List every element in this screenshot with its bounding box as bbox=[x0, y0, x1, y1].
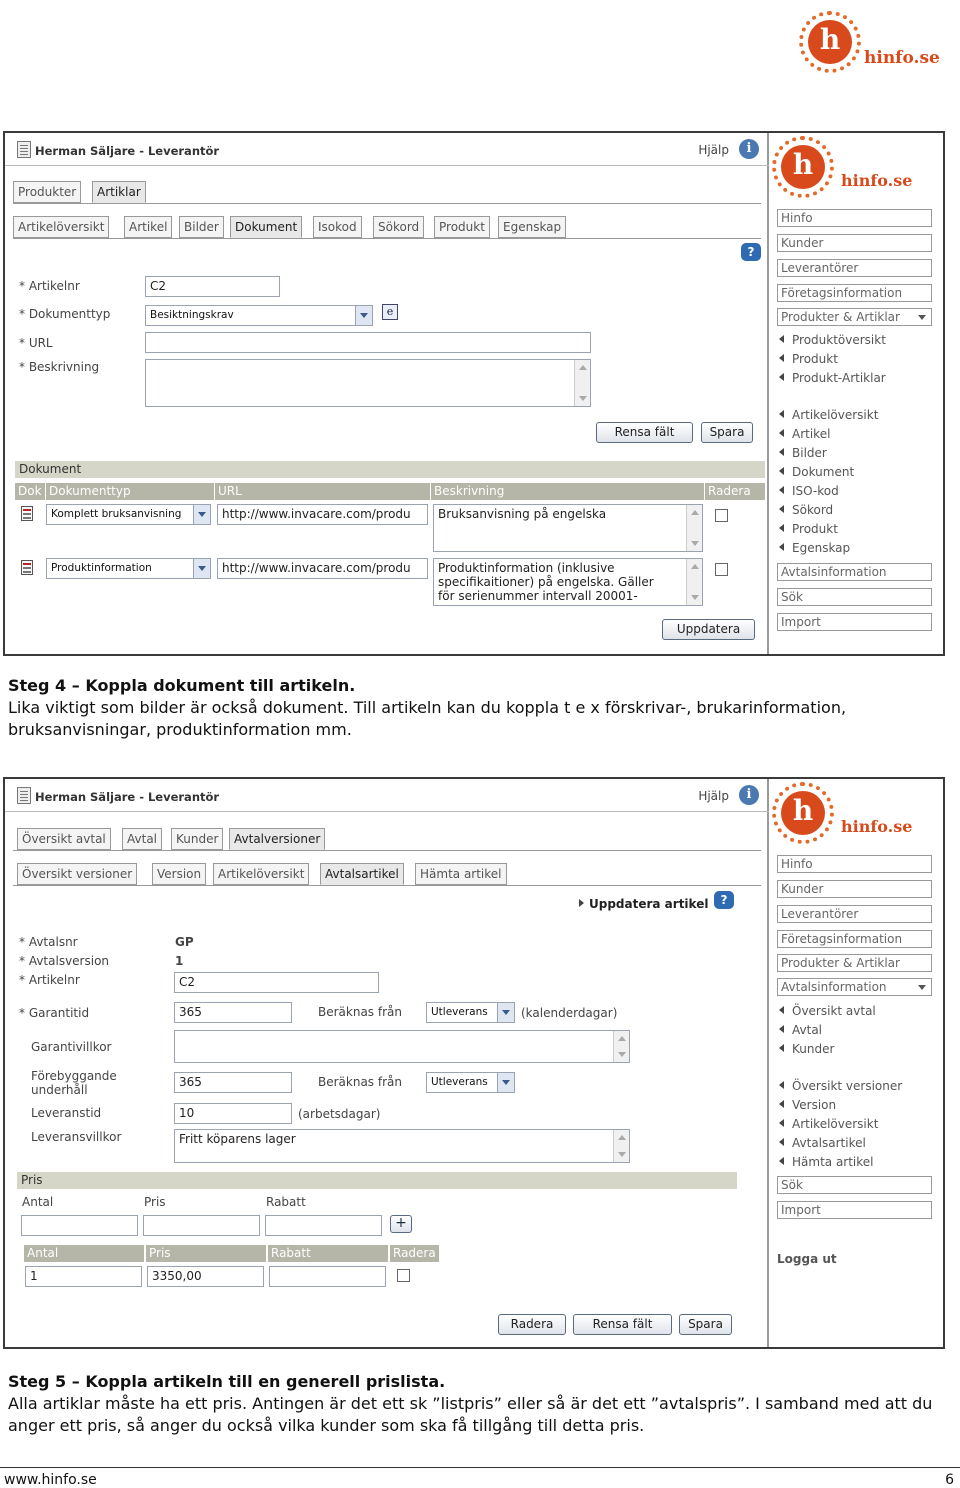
nav-sub-oversikt-avtal[interactable]: Översikt avtal bbox=[779, 1004, 876, 1018]
col-dokumenttyp: Dokumenttyp bbox=[46, 483, 214, 500]
row-url-input[interactable]: http://www.invacare.com/produ bbox=[217, 558, 428, 579]
app-header bbox=[5, 779, 769, 812]
tab-dokument[interactable]: Dokument bbox=[230, 216, 302, 238]
dokument-section-header: Dokument bbox=[15, 461, 765, 478]
tab-egenskap[interactable]: Egenskap bbox=[498, 216, 566, 238]
hinfo-logo: h hinfo.se bbox=[800, 14, 960, 74]
window-title: Herman Säljare - Leverantör bbox=[35, 144, 220, 158]
nav-avtalsinformation[interactable]: Avtalsinformation bbox=[777, 563, 932, 581]
forebyggande-input[interactable]: 365 bbox=[174, 1072, 292, 1093]
nav-import[interactable]: Import bbox=[777, 613, 932, 631]
label-forebyggande: Förebyggande bbox=[31, 1069, 117, 1083]
nav-produkter-artiklar[interactable]: Produkter & Artiklar bbox=[777, 954, 932, 972]
scrollbar[interactable] bbox=[686, 559, 702, 605]
nav-kunder[interactable]: Kunder bbox=[777, 880, 932, 898]
tab-oversikt-versioner[interactable]: Översikt versioner bbox=[17, 863, 137, 885]
main-panel bbox=[5, 133, 769, 654]
row-antal-input[interactable]: 1 bbox=[25, 1266, 142, 1287]
nav-sub-kunder[interactable]: Kunder bbox=[779, 1042, 834, 1056]
underhall-berakning-value: Utleverans bbox=[431, 1076, 488, 1088]
col-dok: Dok bbox=[15, 483, 45, 500]
chevron-down-icon bbox=[193, 505, 210, 524]
label-artikelnr: * Artikelnr bbox=[19, 973, 80, 987]
nav-leverantorer[interactable]: Leverantörer bbox=[777, 905, 932, 923]
label-beraknas-fran: Beräknas från bbox=[318, 1005, 402, 1019]
col-rabatt: Rabatt bbox=[268, 1245, 388, 1262]
info-icon[interactable]: i bbox=[739, 139, 759, 159]
nav-sub-hamta-artikel[interactable]: Hämta artikel bbox=[779, 1155, 874, 1169]
label-leveranstid: Leveranstid bbox=[31, 1106, 102, 1120]
side-navigation bbox=[769, 133, 943, 654]
tab-kunder[interactable]: Kunder bbox=[171, 828, 223, 850]
nav-foretagsinformation[interactable]: Företagsinformation bbox=[777, 930, 932, 948]
side-navigation bbox=[769, 779, 943, 1347]
caption-step4-line: bruksanvisningar, produktinformation mm. bbox=[8, 720, 352, 739]
col-pris: Pris bbox=[146, 1245, 266, 1262]
col-antal: Antal bbox=[24, 1245, 144, 1262]
avtalsversion-value: 1 bbox=[175, 954, 184, 968]
label-garantitid: * Garantitid bbox=[19, 1006, 90, 1020]
caption-step4-title: Steg 4 – Koppla dokument till artikeln. bbox=[8, 676, 356, 695]
label-pris: Pris bbox=[144, 1195, 166, 1209]
row-typ-value: Komplett bruksanvisning bbox=[51, 508, 182, 520]
main-panel bbox=[5, 779, 769, 1347]
arbetsdagar-label: (arbetsdagar) bbox=[298, 1107, 381, 1121]
nav-sub-bilder[interactable]: Bilder bbox=[779, 446, 827, 460]
label-avtalsnr: * Avtalsnr bbox=[19, 935, 78, 949]
add-price-button[interactable]: + bbox=[390, 1215, 412, 1233]
label-antal: Antal bbox=[22, 1195, 54, 1209]
nav-hinfo[interactable]: Hinfo bbox=[777, 209, 932, 227]
label-dokumenttyp: * Dokumenttyp bbox=[19, 307, 111, 321]
pris-section-header: Pris bbox=[17, 1172, 737, 1189]
tab-artikeloversikt[interactable]: Artikelöversikt bbox=[213, 863, 309, 885]
col-radera: Radera bbox=[390, 1245, 439, 1262]
label-beraknas-fran: Beräknas från bbox=[318, 1075, 402, 1089]
scrollbar[interactable] bbox=[686, 505, 702, 551]
caret-down-icon bbox=[918, 985, 926, 990]
artikelnr-input[interactable]: C2 bbox=[145, 276, 280, 297]
nav-kunder[interactable]: Kunder bbox=[777, 234, 932, 252]
nav-produkter-artiklar[interactable] bbox=[777, 308, 932, 326]
nav-sub-artikeloversikt[interactable]: Artikelöversikt bbox=[779, 408, 878, 422]
screenshot-avtalsartikel bbox=[3, 777, 945, 1349]
footer-url: www.hinfo.se bbox=[4, 1472, 97, 1488]
nav-sub-produktoversikt[interactable]: Produktöversikt bbox=[779, 333, 886, 347]
label-beskrivning: * Beskrivning bbox=[19, 360, 100, 374]
label-rabatt: Rabatt bbox=[266, 1195, 306, 1209]
tab-artikel[interactable]: Artikel bbox=[124, 216, 172, 238]
document-icon bbox=[17, 141, 31, 158]
tab-bilder[interactable]: Bilder bbox=[179, 216, 224, 238]
rensa-falt-button[interactable]: Rensa fält bbox=[573, 1314, 672, 1335]
tab-avtalversioner[interactable]: Avtalversioner bbox=[229, 828, 325, 850]
artikelnr-input[interactable]: C2 bbox=[174, 972, 379, 993]
tab-artiklar[interactable]: Artiklar bbox=[92, 181, 146, 203]
chevron-down-icon bbox=[497, 1073, 514, 1092]
rensa-falt-button[interactable]: Rensa fält bbox=[596, 422, 693, 443]
row-besk-line: Produktinformation (inklusive bbox=[438, 561, 615, 575]
info-icon[interactable]: i bbox=[739, 785, 759, 805]
row-beskrivning-textarea[interactable] bbox=[433, 558, 703, 606]
radera-button[interactable]: Radera bbox=[498, 1314, 566, 1335]
label-leveransvillkor: Leveransvillkor bbox=[31, 1130, 122, 1144]
nav-import[interactable]: Import bbox=[777, 1201, 932, 1219]
spara-button[interactable]: Spara bbox=[679, 1314, 732, 1335]
tab-avtalsartikel[interactable]: Avtalsartikel bbox=[320, 863, 404, 885]
page-number: 6 bbox=[945, 1472, 954, 1488]
leveransvillkor-textarea[interactable] bbox=[174, 1129, 630, 1163]
caption-step5-line: anger ett pris, så anger du också vilka kunder som ska få tillgång till detta pris. bbox=[8, 1416, 645, 1435]
garantitid-input[interactable]: 365 bbox=[174, 1002, 292, 1023]
nav-sub-avtalsartikel[interactable]: Avtalsartikel bbox=[779, 1136, 866, 1150]
label-url: * URL bbox=[19, 336, 53, 350]
beskrivning-textarea[interactable] bbox=[145, 359, 591, 407]
uppdatera-artikel-link[interactable]: Uppdatera artikel bbox=[579, 897, 708, 911]
help-link[interactable]: Hjälp bbox=[698, 143, 729, 157]
nav-produkter-artiklar-label: Produkter & Artiklar bbox=[781, 310, 900, 324]
nav-sub-dokument[interactable]: Dokument bbox=[779, 465, 854, 479]
nav-sub-oversikt-versioner[interactable]: Översikt versioner bbox=[779, 1079, 902, 1093]
tab-isokod[interactable]: Isokod bbox=[313, 216, 362, 238]
antal-input[interactable] bbox=[21, 1215, 138, 1236]
pris-input[interactable] bbox=[143, 1215, 260, 1236]
caret-down-icon bbox=[918, 315, 926, 320]
col-beskrivning: Beskrivning bbox=[431, 483, 704, 500]
radera-checkbox[interactable] bbox=[715, 509, 728, 522]
chevron-down-icon bbox=[355, 306, 372, 325]
kalenderdagar-label: (kalenderdagar) bbox=[521, 1006, 618, 1020]
row-typ-value: Produktinformation bbox=[51, 562, 152, 574]
scrollbar[interactable] bbox=[613, 1031, 629, 1062]
hinfo-logo: h hinfo.se bbox=[769, 779, 939, 849]
nav-foretagsinformation[interactable]: Företagsinformation bbox=[777, 284, 932, 302]
tab-produkt[interactable]: Produkt bbox=[434, 216, 490, 238]
pdf-icon[interactable] bbox=[21, 560, 33, 575]
help-link[interactable]: Hjälp bbox=[698, 789, 729, 803]
row-rabatt-input[interactable] bbox=[269, 1266, 386, 1287]
leveransvillkor-value: Fritt köparens lager bbox=[179, 1132, 296, 1146]
caption-step5-title: Steg 5 – Koppla artikeln till en generell prislista. bbox=[8, 1372, 446, 1391]
tab-hamta-artikel[interactable]: Hämta artikel bbox=[415, 863, 507, 885]
nav-avtalsinformation[interactable] bbox=[777, 978, 932, 996]
garantivillkor-textarea[interactable] bbox=[174, 1030, 630, 1063]
label-artikelnr: * Artikelnr bbox=[19, 279, 80, 293]
pdf-icon[interactable] bbox=[21, 506, 33, 521]
nav-sub-artikeloversikt[interactable]: Artikelöversikt bbox=[779, 1117, 878, 1131]
avtalsnr-value: GP bbox=[175, 935, 194, 949]
row-besk-line: specifikaitioner) på engelska. Gäller bbox=[438, 575, 654, 589]
document-icon bbox=[17, 787, 31, 804]
nav-sok[interactable]: Sök bbox=[777, 1176, 932, 1194]
screenshot-artikel-dokument bbox=[3, 131, 945, 656]
tab-version[interactable]: Version bbox=[152, 863, 206, 885]
url-input[interactable] bbox=[145, 332, 591, 353]
label-underhall: underhåll bbox=[31, 1083, 88, 1097]
row-url-input[interactable]: http://www.invacare.com/produ bbox=[217, 504, 428, 525]
col-radera: Radera bbox=[705, 483, 765, 500]
scrollbar[interactable] bbox=[574, 360, 590, 406]
dokumenttyp-value: Besiktningskrav bbox=[150, 309, 234, 321]
chevron-down-icon bbox=[193, 559, 210, 578]
help-icon[interactable]: ? bbox=[714, 891, 734, 909]
row-dokumenttyp-select[interactable] bbox=[46, 558, 211, 579]
help-icon[interactable]: ? bbox=[741, 243, 761, 261]
row-besk-line: för serienummer intervall 20001- bbox=[438, 589, 638, 603]
label-garantivillkor: Garantivillkor bbox=[31, 1040, 112, 1054]
spara-button[interactable]: Spara bbox=[701, 422, 753, 443]
app-header bbox=[5, 133, 769, 166]
garanti-berakning-value: Utleverans bbox=[431, 1006, 488, 1018]
nav-sub-produkt2[interactable]: Produkt bbox=[779, 522, 838, 536]
nav-sok[interactable]: Sök bbox=[777, 588, 932, 606]
leveranstid-input[interactable]: 10 bbox=[174, 1103, 292, 1124]
row-pris-input[interactable]: 3350,00 bbox=[147, 1266, 264, 1287]
nav-sub-iso-kod[interactable]: ISO-kod bbox=[779, 484, 839, 498]
uppdatera-button[interactable]: Uppdatera bbox=[662, 619, 755, 640]
row-beskrivning-textarea[interactable] bbox=[433, 504, 703, 552]
tab-avtal[interactable]: Avtal bbox=[122, 828, 162, 850]
web-link-icon[interactable]: e bbox=[382, 304, 398, 320]
nav-sub-egenskap[interactable]: Egenskap bbox=[779, 541, 850, 555]
nav-sub-sokord[interactable]: Sökord bbox=[779, 503, 833, 517]
tab-oversikt-avtal[interactable]: Översikt avtal bbox=[17, 828, 111, 850]
window-title: Herman Säljare - Leverantör bbox=[35, 790, 220, 804]
dokumenttyp-select[interactable] bbox=[145, 305, 373, 326]
nav-hinfo[interactable]: Hinfo bbox=[777, 855, 932, 873]
nav-sub-produkt[interactable]: Produkt bbox=[779, 352, 838, 366]
underhall-berakning-select[interactable] bbox=[426, 1072, 515, 1093]
tab-artikeloversikt[interactable]: Artikelöversikt bbox=[13, 216, 109, 238]
scrollbar[interactable] bbox=[613, 1130, 629, 1162]
nav-sub-avtal[interactable]: Avtal bbox=[779, 1023, 822, 1037]
footer-divider bbox=[0, 1467, 960, 1468]
row-besk-line: Bruksanvisning på engelska bbox=[438, 507, 607, 521]
garanti-berakning-select[interactable] bbox=[426, 1002, 515, 1023]
nav-avtalsinformation-label: Avtalsinformation bbox=[781, 980, 887, 994]
hinfo-logo: h hinfo.se bbox=[769, 133, 939, 203]
row-dokumenttyp-select[interactable] bbox=[46, 504, 211, 525]
caption-step5-line: Alla artiklar måste ha ett pris. Antingen är det ett sk ”listpris” eller så är det ett ”avtalspris”. I samband med att du bbox=[8, 1394, 933, 1413]
tab-produkter[interactable]: Produkter bbox=[13, 181, 81, 203]
logga-ut-link[interactable]: Logga ut bbox=[777, 1252, 837, 1266]
col-url: URL bbox=[215, 483, 430, 500]
nav-sub-version[interactable]: Version bbox=[779, 1098, 836, 1112]
caption-step4-line: Lika viktigt som bilder är också dokument. Till artikeln kan du koppla t e x förskrivar-, brukarinformation, bbox=[8, 698, 847, 717]
nav-sub-artikel[interactable]: Artikel bbox=[779, 427, 830, 441]
radera-checkbox[interactable] bbox=[715, 563, 728, 576]
nav-leverantorer[interactable]: Leverantörer bbox=[777, 259, 932, 277]
tab-sokord[interactable]: Sökord bbox=[373, 216, 424, 238]
label-avtalsversion: * Avtalsversion bbox=[19, 954, 110, 968]
radera-checkbox[interactable] bbox=[397, 1269, 410, 1282]
nav-sub-produkt-artiklar[interactable]: Produkt-Artiklar bbox=[779, 371, 886, 385]
chevron-down-icon bbox=[497, 1003, 514, 1022]
rabatt-input[interactable] bbox=[265, 1215, 382, 1236]
